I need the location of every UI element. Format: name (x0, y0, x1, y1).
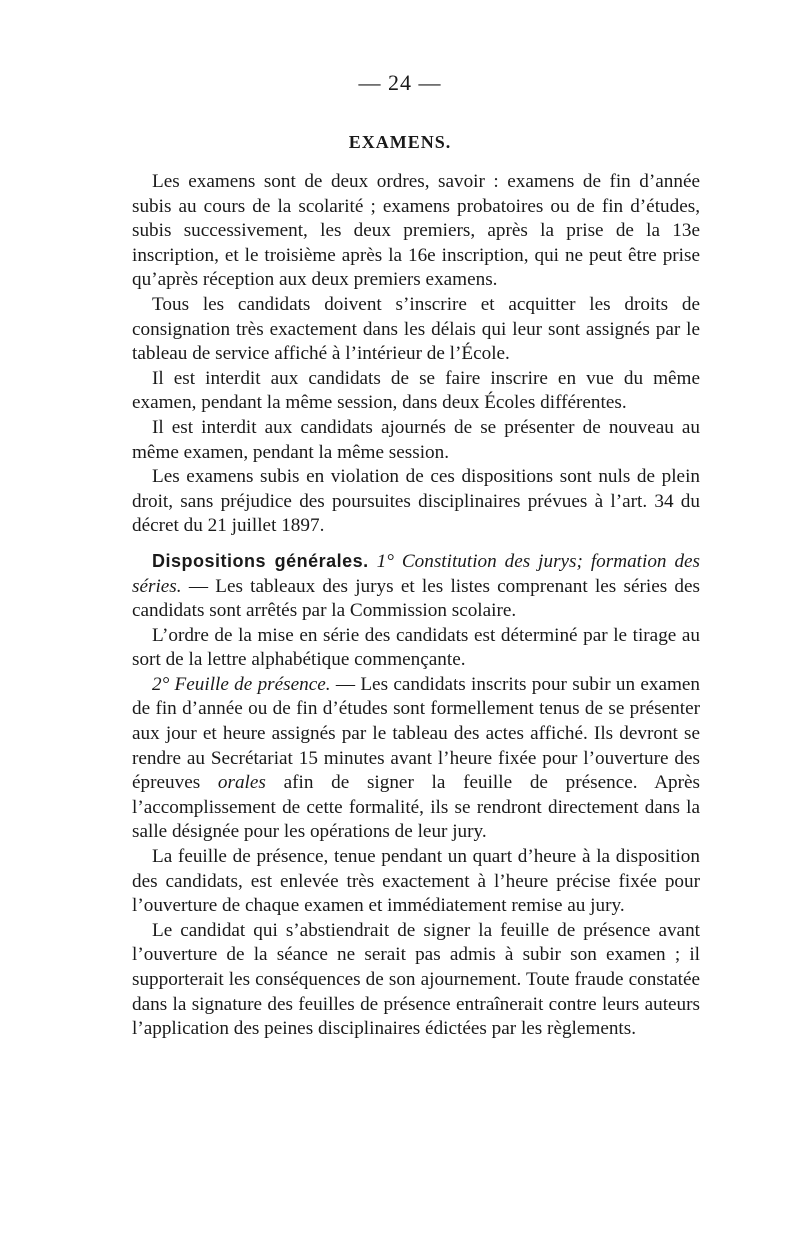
feuille-text-a: — Les candidats inscrits pour subir un examen de fin d’année ou de fin d’études sont formellement tenus de se présenter aux jour et heure assignés par le tableau des actes affiché. Ils devront se rendre au Secrétariat 15 minutes avant l’heure fixée pour l’ouverture des épreuves (132, 673, 701, 794)
paragraph-10: Le candidat qui s’abstiendrait de signer la feuille de présence avant l’ouverture de la séance ne serait pas admis à subir son examen ; il supporterait les conséquences de son ajournement. Toute fraude constatée dans la signature des feuilles de présence entraînerait contre leurs auteurs l’application des peines disciplinaires édictées par les règlements. (132, 919, 700, 1040)
dispositions-heading: Dispositions générales. (152, 550, 369, 571)
paragraph-5: Les examens subis en violation de ces dispositions sont nuls de plein droit, sans préjudice des poursuites disciplinaires prévues à l’art. 34 du décret du 21 juillet 1897. (132, 466, 700, 537)
jurys-text: — Les tableaux des jurys et les listes comprenant les séries des candidats sont arrêtés par la Commission scolaire. (132, 575, 701, 622)
feuille-text-b: afin de signer la feuille de présence. Après l’accomplissement de cette formalité, ils se rendront directement dans la salle désignée pour les opérations de leur jury. (132, 772, 701, 843)
paragraph-1: Les examens sont de deux ordres, savoir : examens de fin d’année subis au cours de la scolarité ; examens probatoires ou de fin d’études, subis successivement, les deux premiers, après la prise de la 13e inscription, et le troisième après la 16e inscription, qui ne peut être prise qu’après réception aux deux premiers examens. (132, 171, 700, 291)
paragraph-feuille (132, 673, 700, 845)
paragraph-7: L’ordre de la mise en série des candidats est déterminé par le tirage au sort de la lettre alphabétique commençante. (132, 624, 700, 671)
feuille-italic-word: orales (217, 772, 266, 794)
paragraph-dispositions (132, 549, 700, 624)
jurys-subheading: 1° Constitution des jurys; formation des séries. (132, 550, 701, 597)
paragraph-4: Il est interdit aux candidats ajournés de se présenter de nouveau au même examen, pendant la même session. (132, 416, 700, 463)
page-number: — 24 — (358, 70, 442, 95)
section-title: EXAMENS. (348, 132, 452, 152)
paragraph-9: La feuille de présence, tenue pendant un quart d’heure à la disposition des candidats, est enlevée très exactement à l’heure précise fixée pour l’ouverture de chaque examen et immédiatement remise au jury. (132, 846, 700, 917)
paragraph-2: Tous les candidats doivent s’inscrire et acquitter les droits de consignation très exactement dans les délais qui leur sont assignés par le tableau de service affiché à l’intérieur de l’École. (132, 293, 700, 365)
body-text (132, 170, 700, 1042)
paragraph-3: Il est interdit aux candidats de se faire inscrire en vue du même examen, pendant la même session, dans deux Écoles différentes. (132, 367, 700, 414)
feuille-subheading: 2° Feuille de présence. (152, 673, 331, 695)
